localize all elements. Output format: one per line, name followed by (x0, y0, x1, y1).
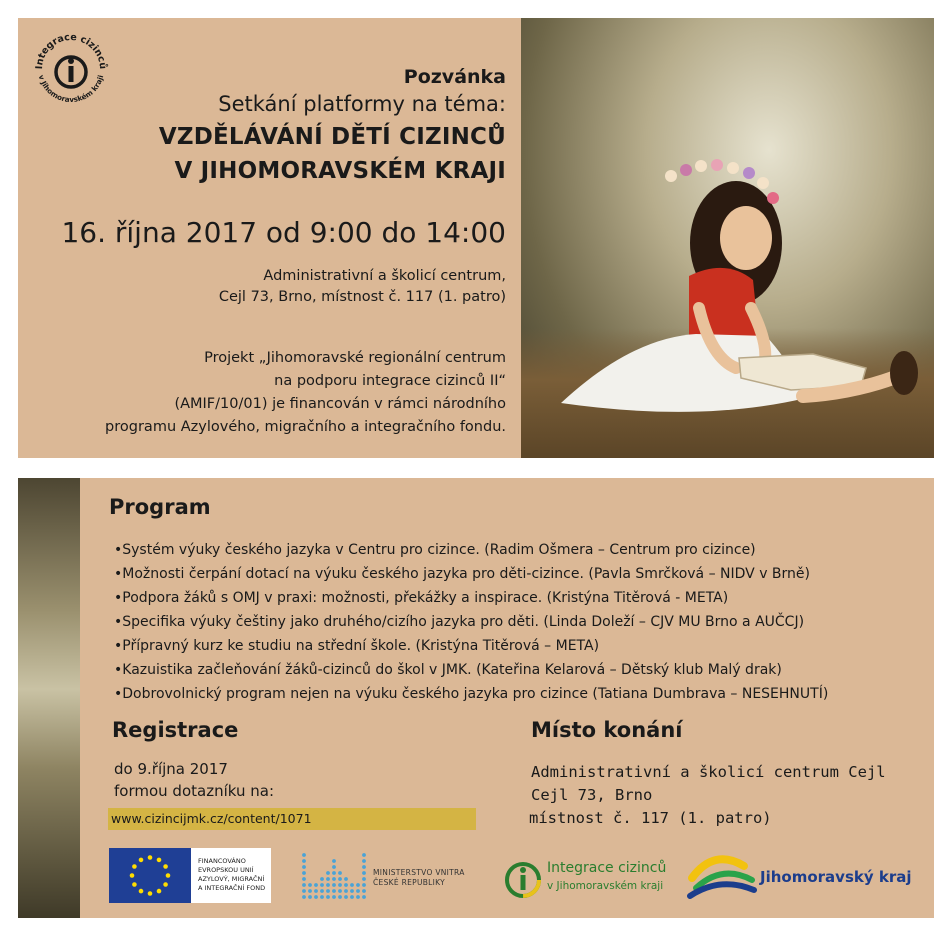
ministry-dot (302, 853, 306, 857)
event-datetime: 16. října 2017 od 9:00 do 14:00 (61, 216, 506, 249)
venue-heading: Místo konání (531, 718, 683, 742)
invitation-label: Pozvánka (403, 66, 506, 88)
eu-text-line1: FINANCOVÁNO (198, 857, 246, 865)
eu-star-icon (148, 891, 153, 896)
jmk-swoosh-icon (686, 848, 758, 908)
ministry-dot (320, 883, 324, 887)
eu-star-icon (163, 882, 168, 887)
eu-flag-icon (109, 848, 191, 903)
ministry-dot (356, 889, 360, 893)
ministry-dot (332, 877, 336, 881)
registration-link[interactable]: www.cizincijmk.cz/content/1071 (108, 808, 476, 830)
integrace-cizincu-subtitle: v Jihomoravském kraji (547, 880, 664, 892)
ministry-dot (362, 877, 366, 881)
ministry-dot (362, 859, 366, 863)
ministry-text-line2: ČESKÉ REPUBLIKY (373, 878, 446, 887)
program-item: •Systém výuky českého jazyka v Centru pro cizince. (Radim Ošmera – Centrum pro cizince) (114, 542, 756, 558)
program-heading: Program (109, 495, 211, 519)
invitation-title-line2: V JIHOMORAVSKÉM KRAJI (174, 158, 506, 184)
ministry-dot (302, 865, 306, 869)
program-item: •Podpora žáků s OMJ v praxi: možnosti, překážky a inspirace. (Kristýna Titěrová - META) (114, 590, 729, 606)
invitation-card-top (18, 18, 934, 458)
logo-ring-text-bottom: v Jihomoravském kraji (36, 73, 106, 105)
venue-line2: Cejl 73, Brno (531, 786, 653, 804)
ministry-dot (326, 883, 330, 887)
ministry-dot (350, 889, 354, 893)
ministry-dot (332, 895, 336, 899)
ministry-dot (338, 895, 342, 899)
eu-star-icon (148, 855, 153, 860)
event-address-line2: Cejl 73, Brno, místnost č. 117 (1. patro) (218, 289, 506, 305)
eu-star-icon (130, 873, 135, 878)
ministry-dot (356, 895, 360, 899)
program-item: •Kazuistika začleňování žáků-cizinců do škol v JMK. (Kateřina Kelarová – Dětský klub Malý drak) (114, 662, 782, 678)
eu-funding-logo (109, 848, 271, 903)
eu-text-line2: EVROPSKOU UNIÍ (198, 866, 254, 874)
eu-star-icon (139, 889, 144, 894)
ministry-dot (314, 883, 318, 887)
ministry-dot (362, 865, 366, 869)
ministry-dot (302, 883, 306, 887)
eu-star-icon (166, 873, 171, 878)
ministry-text-line1: MINISTERSTVO VNITRA (373, 868, 465, 877)
program-item: •Možnosti čerpání dotací na výuku českého jazyka pro děti-cizince. (Pavla Smrčková – NIDV v Brně) (114, 566, 810, 582)
venue-line3: místnost č. 117 (1. patro) (529, 809, 772, 827)
eu-star-icon (139, 858, 144, 863)
ministry-dot (362, 889, 366, 893)
reading-girl-photo (521, 18, 934, 458)
ministry-dots-icon (301, 850, 367, 900)
jihomoravsky-kraj-logo (686, 848, 934, 908)
ministry-dot (332, 883, 336, 887)
girl-illustration (521, 18, 934, 458)
project-note-line3: (AMIF/10/01) je financován v rámci národního (174, 396, 506, 412)
eu-funding-text (198, 857, 265, 893)
ministry-dot (344, 889, 348, 893)
integrace-cizincu-title: Integrace cizinců (547, 860, 667, 876)
ministry-dot (326, 871, 330, 875)
jmk-name: Jihomoravský kraj (760, 868, 912, 886)
ministry-dot (320, 895, 324, 899)
integrace-cizincu-icon (503, 860, 543, 900)
ministry-dot (362, 871, 366, 875)
ministry-dot (332, 871, 336, 875)
ministry-dot (302, 895, 306, 899)
ministry-dot (332, 865, 336, 869)
ministry-dot (338, 877, 342, 881)
ministry-dot (332, 889, 336, 893)
eu-star-icon (163, 864, 168, 869)
ministry-dot (302, 889, 306, 893)
ministry-dot (308, 889, 312, 893)
ministry-dot (326, 877, 330, 881)
project-note-line2: na podporu integrace cizinců II“ (274, 373, 506, 389)
ministry-dot (320, 877, 324, 881)
eu-star-icon (132, 882, 137, 887)
ministry-dot (308, 883, 312, 887)
ministry-dot (314, 889, 318, 893)
ministry-dot (302, 859, 306, 863)
ministry-dot (362, 895, 366, 899)
ministry-dot (338, 871, 342, 875)
eu-star-icon (132, 864, 137, 869)
registration-method: formou dotazníku na: (114, 782, 274, 800)
integrace-cizincu-logo (30, 28, 112, 110)
ministry-dot (302, 871, 306, 875)
event-address-line1: Administrativní a školicí centrum, (263, 268, 506, 284)
ministry-dot (344, 877, 348, 881)
ministry-dot (332, 859, 336, 863)
ministry-text (373, 868, 465, 888)
ministry-dot (326, 895, 330, 899)
program-item: •Přípravný kurz ke studiu na střední škole. (Kristýna Titěrová – META) (114, 638, 600, 654)
invitation-card-bottom (18, 478, 934, 918)
ministry-dot (320, 889, 324, 893)
project-note-line4: programu Azylového, migračního a integračního fondu. (105, 419, 506, 435)
ministry-dot (350, 883, 354, 887)
invitation-subtitle: Setkání platformy na téma: (218, 92, 506, 116)
eu-text-line3: AZYLOVÝ, MIGRAČNÍ (198, 875, 265, 883)
ministry-interior-logo (301, 850, 481, 900)
ministry-dot (344, 895, 348, 899)
ministry-dot (350, 895, 354, 899)
ministry-dot (326, 889, 330, 893)
program-list (114, 538, 828, 706)
registration-heading: Registrace (112, 718, 239, 742)
invitation-title-line1: VZDĚLÁVÁNÍ DĚTÍ CIZINCŮ (158, 124, 506, 150)
program-item: •Specifika výuky češtiny jako druhého/cizího jazyka pro děti. (Linda Doleží – CJV MU Brno a AUČCJ) (114, 614, 805, 630)
logo-ring-text-top: Integrace cizinců (33, 31, 109, 70)
ministry-dot (356, 883, 360, 887)
ministry-dot (302, 877, 306, 881)
photo-side-strip (18, 478, 80, 918)
project-note-line1: Projekt „Jihomoravské regionální centrum (204, 350, 506, 366)
eu-text-line4: A INTEGRAČNÍ FOND (198, 884, 266, 892)
ministry-dot (338, 883, 342, 887)
eu-star-icon (157, 889, 162, 894)
registration-deadline: do 9.října 2017 (114, 760, 228, 778)
program-item: •Dobrovolnický program nejen na výuku českého jazyka pro cizince (Tatiana Dumbrava – NESEHNUTÍ) (114, 686, 829, 702)
ministry-dot (362, 853, 366, 857)
integrace-cizincu-color-logo (503, 858, 683, 902)
ministry-dot (344, 883, 348, 887)
ministry-dot (362, 883, 366, 887)
venue-line1: Administrativní a školicí centrum Cejl (531, 763, 886, 781)
ministry-dot (314, 895, 318, 899)
ministry-dot (338, 889, 342, 893)
ministry-dot (308, 895, 312, 899)
eu-star-icon (157, 858, 162, 863)
